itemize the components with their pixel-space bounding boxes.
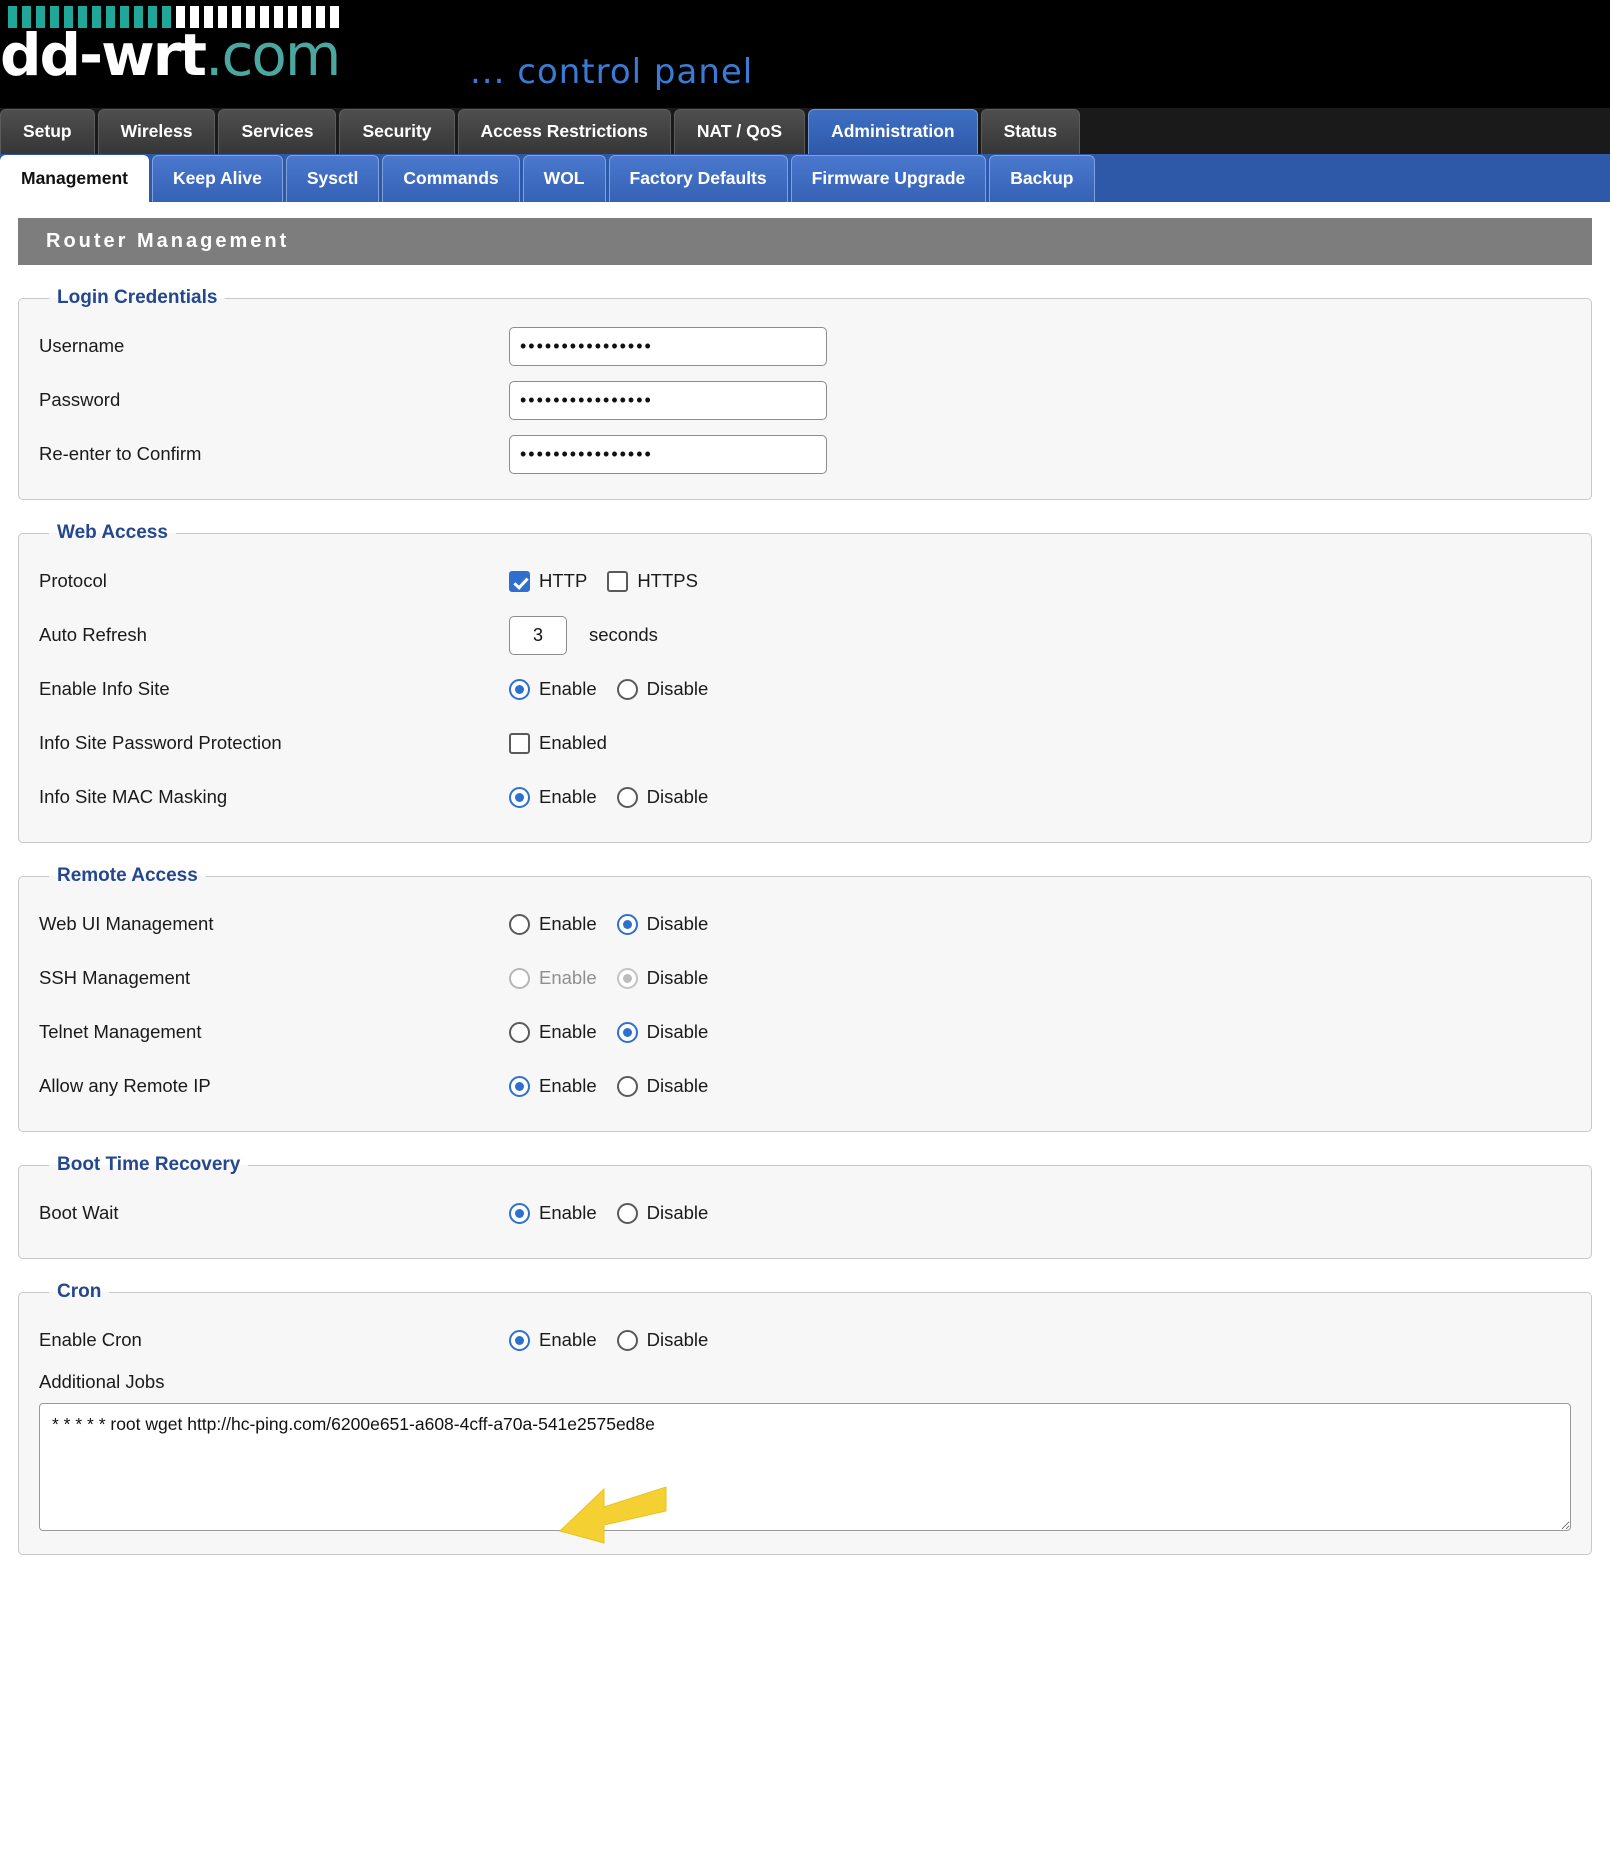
- radio-telnet-enable[interactable]: [509, 1021, 597, 1043]
- nav-tab-services[interactable]: Services: [218, 109, 336, 154]
- radio-mac-masking-disable[interactable]: [617, 786, 709, 808]
- radio-info-site-enable-dot[interactable]: [509, 679, 530, 700]
- label-password: Password: [39, 389, 121, 410]
- section-boot-time-recovery: [18, 1154, 1592, 1259]
- subnav-tab-sysctl[interactable]: Sysctl: [286, 155, 380, 202]
- row-web-ui-management: [39, 897, 1571, 951]
- radio-mac-masking-disable-dot[interactable]: [617, 787, 638, 808]
- label-username: Username: [39, 335, 125, 356]
- checkbox-http-box[interactable]: [509, 571, 530, 592]
- row-enable-cron: [39, 1313, 1571, 1367]
- radio-remote-ip-disable-dot[interactable]: [617, 1076, 638, 1097]
- label-ssh-management: SSH Management: [39, 967, 191, 988]
- dd-wrt-logo: [0, 21, 340, 89]
- label-protocol: Protocol: [39, 570, 107, 591]
- secondary-navigation: [0, 154, 1610, 202]
- radio-telnet-enable-dot[interactable]: [509, 1022, 530, 1043]
- radio-web-ui-disable-label: Disable: [646, 913, 709, 934]
- label-boot-wait: Boot Wait: [39, 1202, 119, 1223]
- radio-cron-disable-label: Disable: [646, 1329, 709, 1350]
- radio-mac-masking-disable-label: Disable: [646, 786, 709, 807]
- label-allow-any-remote-ip: Allow any Remote IP: [39, 1075, 211, 1096]
- radio-web-ui-enable-dot[interactable]: [509, 914, 530, 935]
- section-cron: [18, 1281, 1592, 1555]
- nav-tab-security[interactable]: Security: [339, 109, 454, 154]
- subnav-tab-keep-alive[interactable]: Keep Alive: [152, 155, 283, 202]
- radio-cron-enable-dot[interactable]: [509, 1330, 530, 1351]
- subnav-tab-commands[interactable]: Commands: [382, 155, 519, 202]
- nav-tab-setup[interactable]: Setup: [0, 109, 95, 154]
- radio-mac-masking-enable-dot[interactable]: [509, 787, 530, 808]
- row-ssh-management: [39, 951, 1571, 1005]
- radio-info-site-enable-label: Enable: [539, 678, 597, 699]
- radio-telnet-disable[interactable]: [617, 1021, 709, 1043]
- radio-boot-wait-disable[interactable]: [617, 1202, 709, 1224]
- radio-boot-wait-disable-dot[interactable]: [617, 1203, 638, 1224]
- row-username: [39, 319, 1571, 373]
- label-additional-jobs: Additional Jobs: [39, 1371, 165, 1392]
- nav-tab-status[interactable]: Status: [981, 109, 1080, 154]
- page-title: Router Management: [18, 218, 1592, 265]
- radio-info-site-enable[interactable]: [509, 678, 597, 700]
- row-telnet-management: [39, 1005, 1571, 1059]
- checkbox-info-site-password-label: Enabled: [539, 732, 607, 753]
- radio-remote-ip-disable-label: Disable: [646, 1075, 709, 1096]
- radio-remote-ip-disable[interactable]: [617, 1075, 709, 1097]
- section-legend-cron: Cron: [57, 1281, 102, 1302]
- row-confirm-password: [39, 427, 1571, 481]
- checkbox-info-site-password[interactable]: [509, 732, 607, 754]
- logo-name: dd-wrt: [0, 21, 206, 89]
- section-legend-boot-time-recovery: Boot Time Recovery: [57, 1154, 241, 1175]
- password-input[interactable]: [509, 381, 827, 420]
- checkbox-https-box[interactable]: [607, 571, 628, 592]
- radio-ssh-disable-label: Disable: [646, 967, 709, 988]
- confirm-password-input[interactable]: [509, 435, 827, 474]
- row-info-site-password-protection: [39, 716, 1571, 770]
- radio-mac-masking-enable-label: Enable: [539, 786, 597, 807]
- radio-ssh-disable: [617, 967, 709, 989]
- radio-boot-wait-enable-label: Enable: [539, 1202, 597, 1223]
- row-auto-refresh: [39, 608, 1571, 662]
- control-panel-tagline: [470, 52, 753, 92]
- radio-mac-masking-enable[interactable]: [509, 786, 597, 808]
- logo-domain-suffix: .com: [205, 21, 340, 89]
- tagline-dots: ...: [470, 52, 506, 92]
- radio-ssh-enable: [509, 967, 597, 989]
- label-auto-refresh: Auto Refresh: [39, 624, 147, 645]
- nav-tab-nat-qos[interactable]: NAT / QoS: [674, 109, 805, 154]
- row-enable-info-site: [39, 662, 1571, 716]
- section-legend-remote-access: Remote Access: [57, 865, 198, 886]
- label-info-site-mac-masking: Info Site MAC Masking: [39, 786, 228, 807]
- radio-telnet-disable-label: Disable: [646, 1021, 709, 1042]
- row-password: [39, 373, 1571, 427]
- auto-refresh-input[interactable]: [509, 616, 567, 655]
- label-enable-info-site: Enable Info Site: [39, 678, 170, 699]
- radio-boot-wait-disable-label: Disable: [646, 1202, 709, 1223]
- row-info-site-mac-masking: [39, 770, 1571, 824]
- label-confirm-password: Re-enter to Confirm: [39, 443, 202, 464]
- checkbox-http-label: HTTP: [539, 570, 588, 591]
- label-enable-cron: Enable Cron: [39, 1329, 142, 1350]
- nav-tab-wireless[interactable]: Wireless: [98, 109, 216, 154]
- row-protocol: [39, 554, 1571, 608]
- radio-cron-enable-label: Enable: [539, 1329, 597, 1350]
- radio-web-ui-enable-label: Enable: [539, 913, 597, 934]
- subnav-tab-wol[interactable]: WOL: [523, 155, 606, 202]
- radio-remote-ip-enable-label: Enable: [539, 1075, 597, 1096]
- radio-telnet-enable-label: Enable: [539, 1021, 597, 1042]
- nav-tab-access-restrictions[interactable]: Access Restrictions: [458, 109, 671, 154]
- tagline-text: control panel: [517, 52, 754, 92]
- section-login-credentials: [18, 287, 1592, 500]
- radio-ssh-disable-dot: [617, 968, 638, 989]
- radio-ssh-enable-label: Enable: [539, 967, 597, 988]
- primary-navigation: [0, 108, 1610, 154]
- auto-refresh-unit: seconds: [589, 624, 658, 645]
- subnav-tab-management[interactable]: Management: [0, 155, 149, 202]
- radio-info-site-disable-label: Disable: [646, 678, 709, 699]
- row-boot-wait: [39, 1186, 1571, 1240]
- radio-web-ui-disable[interactable]: [617, 913, 709, 935]
- subnav-tab-firmware-upgrade[interactable]: Firmware Upgrade: [791, 155, 987, 202]
- row-allow-any-remote-ip: [39, 1059, 1571, 1113]
- subnav-tab-backup[interactable]: Backup: [989, 155, 1094, 202]
- checkbox-http[interactable]: [509, 570, 587, 592]
- checkbox-info-site-password-box[interactable]: [509, 733, 530, 754]
- section-legend-login-credentials: Login Credentials: [57, 287, 218, 308]
- section-remote-access: [18, 865, 1592, 1132]
- radio-info-site-disable-dot[interactable]: [617, 679, 638, 700]
- nav-tab-administration[interactable]: Administration: [808, 109, 977, 154]
- radio-cron-disable-dot[interactable]: [617, 1330, 638, 1351]
- username-input[interactable]: [509, 327, 827, 366]
- radio-boot-wait-enable-dot[interactable]: [509, 1203, 530, 1224]
- radio-ssh-enable-dot: [509, 968, 530, 989]
- checkbox-https[interactable]: [607, 570, 698, 592]
- subnav-tab-factory-defaults[interactable]: Factory Defaults: [609, 155, 788, 202]
- label-web-ui-management: Web UI Management: [39, 913, 214, 934]
- label-telnet-management: Telnet Management: [39, 1021, 202, 1042]
- radio-boot-wait-enable[interactable]: [509, 1202, 597, 1224]
- brand-header: [0, 0, 1610, 108]
- radio-info-site-disable[interactable]: [617, 678, 709, 700]
- radio-remote-ip-enable-dot[interactable]: [509, 1076, 530, 1097]
- radio-web-ui-enable[interactable]: [509, 913, 597, 935]
- page-content: [0, 202, 1610, 1607]
- checkbox-https-label: HTTPS: [637, 570, 698, 591]
- section-legend-web-access: Web Access: [57, 522, 168, 543]
- additional-jobs-textarea[interactable]: [39, 1403, 1571, 1531]
- label-info-site-password-protection: Info Site Password Protection: [39, 732, 282, 753]
- radio-remote-ip-enable[interactable]: [509, 1075, 597, 1097]
- radio-cron-enable[interactable]: [509, 1329, 597, 1351]
- radio-cron-disable[interactable]: [617, 1329, 709, 1351]
- section-web-access: [18, 522, 1592, 843]
- radio-web-ui-disable-dot[interactable]: [617, 914, 638, 935]
- radio-telnet-disable-dot[interactable]: [617, 1022, 638, 1043]
